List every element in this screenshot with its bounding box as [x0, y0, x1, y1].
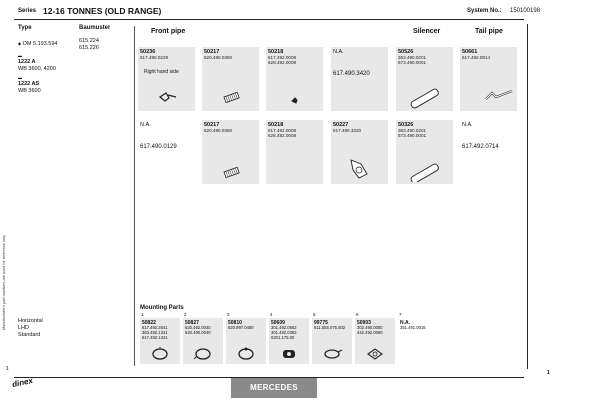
- mounting-part[interactable]: [226, 312, 266, 364]
- model-2-wheelbase: WB 3600: [18, 88, 41, 94]
- oe-code-line: 673.490.0001: [398, 60, 427, 66]
- engine-row: [18, 40, 57, 48]
- tail-pipe-header: Tail pipe: [475, 28, 503, 35]
- silencer-icon: [400, 75, 450, 109]
- part-number: 50661: [462, 49, 478, 55]
- part-tile[interactable]: [266, 47, 323, 111]
- oe-code-line: 628.492.0008: [268, 133, 297, 139]
- orientation-3: Standard: [18, 332, 41, 338]
- system-number-value: 150100198: [510, 8, 541, 14]
- mounting-index: 3: [227, 312, 230, 317]
- model-2: [18, 74, 41, 95]
- part-tile[interactable]: [138, 120, 195, 184]
- model-1: [18, 52, 56, 73]
- part-note: Right hand side: [144, 69, 179, 75]
- part-number: N.A.: [333, 49, 344, 55]
- gasket-icon: [279, 346, 301, 362]
- clamp-icon: [193, 346, 215, 362]
- oe-code-line: 363.492.1341: [142, 330, 168, 335]
- clamp-icon: [322, 346, 344, 362]
- orientation-2: LHD: [18, 325, 30, 331]
- chassis-icon: ▬: [18, 53, 22, 58]
- part-number: 50217: [204, 49, 220, 55]
- system-number-label: System No.:: [467, 8, 502, 14]
- mounting-index: 5: [313, 312, 316, 317]
- type-header: Type: [18, 25, 32, 31]
- oe-code: 617.490.0229: [140, 55, 169, 60]
- oe-code-line: 301.492.0362: [271, 330, 297, 335]
- clamp-icon: [150, 346, 172, 362]
- oe-code-line: 617.492.0008: [268, 55, 297, 60]
- mounting-part[interactable]: [355, 312, 395, 364]
- oe-code: 620.997.0490: [228, 325, 254, 330]
- part-number: 50326: [398, 122, 414, 128]
- baumuster-2: 615.226: [79, 45, 99, 51]
- part-tile[interactable]: [460, 120, 517, 184]
- part-number: 50810: [228, 320, 242, 326]
- oe-code: 611.555.075.502: [314, 325, 346, 330]
- mounting-part[interactable]: [140, 312, 180, 364]
- mounting-parts-header: Mounting Parts: [140, 305, 184, 311]
- orientation-info: [18, 318, 43, 339]
- model-1-wheelbase: WB 3600, 4200: [18, 66, 56, 72]
- oe-code-line: 617.492.0008: [268, 128, 297, 133]
- oe-code: [357, 325, 383, 335]
- oe-code: [142, 325, 168, 340]
- oe-code: 617.492.0814: [462, 55, 491, 60]
- orientation-1: Horizontal: [18, 318, 43, 324]
- mounting-part[interactable]: [312, 312, 352, 364]
- part-number: 50227: [333, 122, 349, 128]
- part-number: 50218: [268, 122, 284, 128]
- oe-code-line: 363.490.0201: [398, 128, 427, 133]
- mounting-index: 6: [356, 312, 359, 317]
- side-disclaimer: Manufacturer's part numbers are used for reference only: [2, 235, 6, 330]
- engine-icon: ◆: [18, 41, 22, 46]
- page-number-left: 1: [6, 366, 9, 372]
- oe-code: [398, 55, 426, 66]
- oe-code-line: 442.492.0080: [357, 330, 383, 335]
- oe-code: 620.490.0360: [204, 55, 233, 60]
- part-tile[interactable]: [202, 120, 259, 184]
- part-number: 50822: [142, 320, 156, 326]
- oe-code: 620.490.0360: [204, 128, 233, 133]
- part-tile[interactable]: [202, 47, 259, 111]
- oe-code-line: 0201.175.00: [271, 335, 295, 340]
- baumuster-header: Baumuster: [79, 25, 111, 31]
- oe-code: [398, 128, 426, 139]
- part-number: 50526: [398, 49, 414, 55]
- page-title: 12-16 TONNES (OLD RANGE): [43, 6, 162, 16]
- flex-pipe-icon: [206, 75, 256, 109]
- oe-code: [268, 128, 296, 139]
- gasket-icon: [365, 346, 387, 362]
- part-number: 50903: [357, 320, 371, 326]
- mounting-part[interactable]: [269, 312, 309, 364]
- silencer-header: Silencer: [413, 28, 441, 35]
- silencer-icon: [400, 148, 450, 182]
- part-number: 50218: [268, 49, 284, 55]
- part-number: N.A.: [400, 320, 410, 326]
- part-number: N.A.: [462, 122, 473, 128]
- mounting-index: 1: [141, 312, 144, 317]
- part-number: 99775: [314, 320, 328, 326]
- part-tile[interactable]: [331, 47, 388, 111]
- oe-code: 617.492.0714: [462, 144, 499, 150]
- brand-banner: MERCEDES: [231, 378, 317, 398]
- oe-code-line: 301.492.0662: [271, 325, 297, 330]
- oe-code-line: 363.490.0201: [398, 55, 427, 60]
- part-tile[interactable]: [396, 120, 453, 184]
- part-tile[interactable]: [138, 47, 195, 111]
- oe-code: 617.490.3320: [333, 128, 362, 133]
- mounting-index: 7: [399, 312, 402, 317]
- oe-code-line: 302.490.0080: [357, 325, 383, 330]
- baumuster-list: [79, 38, 99, 52]
- bracket-icon: [270, 75, 320, 109]
- oe-code-line: 673.490.0001: [398, 133, 427, 139]
- part-number: N.A.: [140, 122, 151, 128]
- oe-code: [271, 325, 297, 340]
- oe-code-line: 620.492.0040: [185, 325, 211, 330]
- front-pipe-icon: [142, 75, 192, 109]
- part-tile[interactable]: [396, 47, 453, 111]
- part-number: 50236: [140, 49, 156, 55]
- baumuster-1: 615.224: [79, 38, 99, 44]
- part-tile[interactable]: [331, 120, 388, 184]
- oe-code-line: 628.492.0008: [268, 60, 297, 66]
- tail-pipe-icon: [464, 75, 514, 109]
- series-label: Series: [18, 8, 37, 14]
- clamp-icon: [236, 346, 258, 362]
- header-divider: [14, 19, 524, 20]
- engine-code: OM 5.193.594: [22, 41, 58, 47]
- elbow-pipe-icon: [335, 148, 385, 182]
- part-number: 50217: [204, 122, 220, 128]
- oe-code: [185, 325, 211, 335]
- mounting-index: 2: [184, 312, 187, 317]
- chassis-icon: ▬: [18, 75, 22, 80]
- oe-code-line: 620.490.0040: [185, 330, 211, 335]
- part-number: 50827: [185, 320, 199, 326]
- part-number: 50609: [271, 320, 285, 326]
- panel-divider: [134, 26, 135, 366]
- oe-code-line: 617.492.1341: [142, 335, 168, 340]
- right-border: [527, 24, 528, 369]
- flex-pipe-icon: [206, 148, 256, 182]
- oe-code: 351.491.0016: [400, 325, 426, 330]
- part-tile[interactable]: [460, 47, 517, 111]
- oe-code: 617.490.3420: [333, 71, 370, 77]
- part-tile[interactable]: [266, 120, 323, 184]
- oe-code: [268, 55, 296, 66]
- front-pipe-header: Front pipe: [151, 28, 186, 35]
- mounting-part[interactable]: [183, 312, 223, 364]
- dinex-logo: dinex: [11, 375, 34, 390]
- model-1-name: 1222 A: [18, 59, 36, 65]
- model-2-name: 1222 AS: [18, 81, 40, 87]
- oe-code-line: 617.492.2641: [142, 325, 168, 330]
- page-number-right: 1: [547, 370, 550, 376]
- mounting-index: 4: [270, 312, 273, 317]
- oe-code: 617.490.0129: [140, 144, 177, 150]
